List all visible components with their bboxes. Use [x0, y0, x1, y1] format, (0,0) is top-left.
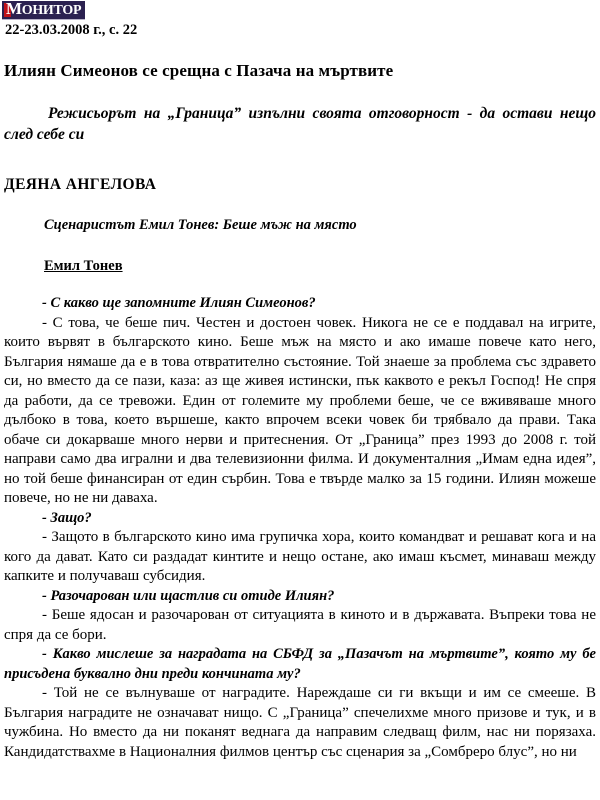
interview-body — [4, 294, 596, 762]
article-headline: Илиян Симеонов се срещна с Пазача на мъртвите — [4, 61, 394, 81]
logo-rest: ОНИТОР — [21, 3, 82, 19]
article-standfirst: Режисьорът на „Граница” изпълни своята отговорност - да остави нещо след себе си — [4, 105, 596, 144]
interview-question: - Разочарован или щастлив си отиде Илиян? — [42, 587, 335, 604]
article-byline: ДЕЯНА АНГЕЛОВА — [4, 176, 157, 194]
interview-speaker-name: Емил Тонев — [44, 258, 123, 275]
interview-question: - Защо? — [42, 509, 92, 526]
logo-wordmark — [6, 2, 81, 18]
interview-answer: - Защото в българското кино има групичка хора, които командват и решават кога и на кого да дават. Като си раздадат кинтите и нещо остане, ако имаш късмет, минаваш между капките и получаваш субсидия. — [4, 529, 596, 585]
article-deck: Сценаристът Емил Тонев: Беше мъж на място — [44, 217, 357, 234]
interview-question: - Какво мислеше за наградата на СБФД за „Пазачът на мъртвите”, която му бе присъдена буквално дни преди кончината му? — [4, 646, 596, 682]
masthead — [0, 0, 600, 39]
interview-answer: - Беше ядосан и разочарован от ситуацията в киното и в държавата. Въпреки това не спря да се бори. — [4, 607, 596, 643]
monitor-logo — [2, 1, 85, 20]
logo-initial: М — [6, 0, 22, 19]
interview-answer: - Той не се вълнуваше от наградите. Нареждаше си ги вкъщи и им се смееше. В България наградите не означават нищо. С „Граница” спечелихме много призове и тук, и в чужбина. Но вместо да ни поканят веднага да направим следващ филм, нас ни порязаха. Кандидатствахме в Националния филмов център със сценария за „Сомбреро блус”, но ни — [4, 685, 596, 760]
interview-question: - С какво ще запомните Илиян Симеонов? — [42, 295, 316, 312]
interview-answer: - С това, че беше пич. Честен и достоен човек. Никога не се е поддавал на игрите, които вървят в българското кино. Беше мъж на място и ако имаше повече като него, България нямаше да е в това отвратително състояние. Той знаеше за проблема със здравето си, но вместо да се пази, каза: аз ще живея истински, пък каквото е рекъл Господ! Не спря да работи, да се тревожи. Един от големите му проблеми беше, че се вживяваше много дълбоко в това, което вършеше, както впрочем всеки човек би трябвало да прави. Така обаче си докарваше много нерви и притеснения. От „Граница” през 1993 до 2008 г. той направи само два игрални и два телевизионни филма. И документалния „Имам една идея”, но той беше финансиран от един сърбин. Това е твърде малко за 15 години. Илиян можеше повече, но не ни даваха. — [4, 314, 596, 507]
issue-date-page-line: 22-23.03.2008 г., с. 22 — [5, 22, 138, 39]
